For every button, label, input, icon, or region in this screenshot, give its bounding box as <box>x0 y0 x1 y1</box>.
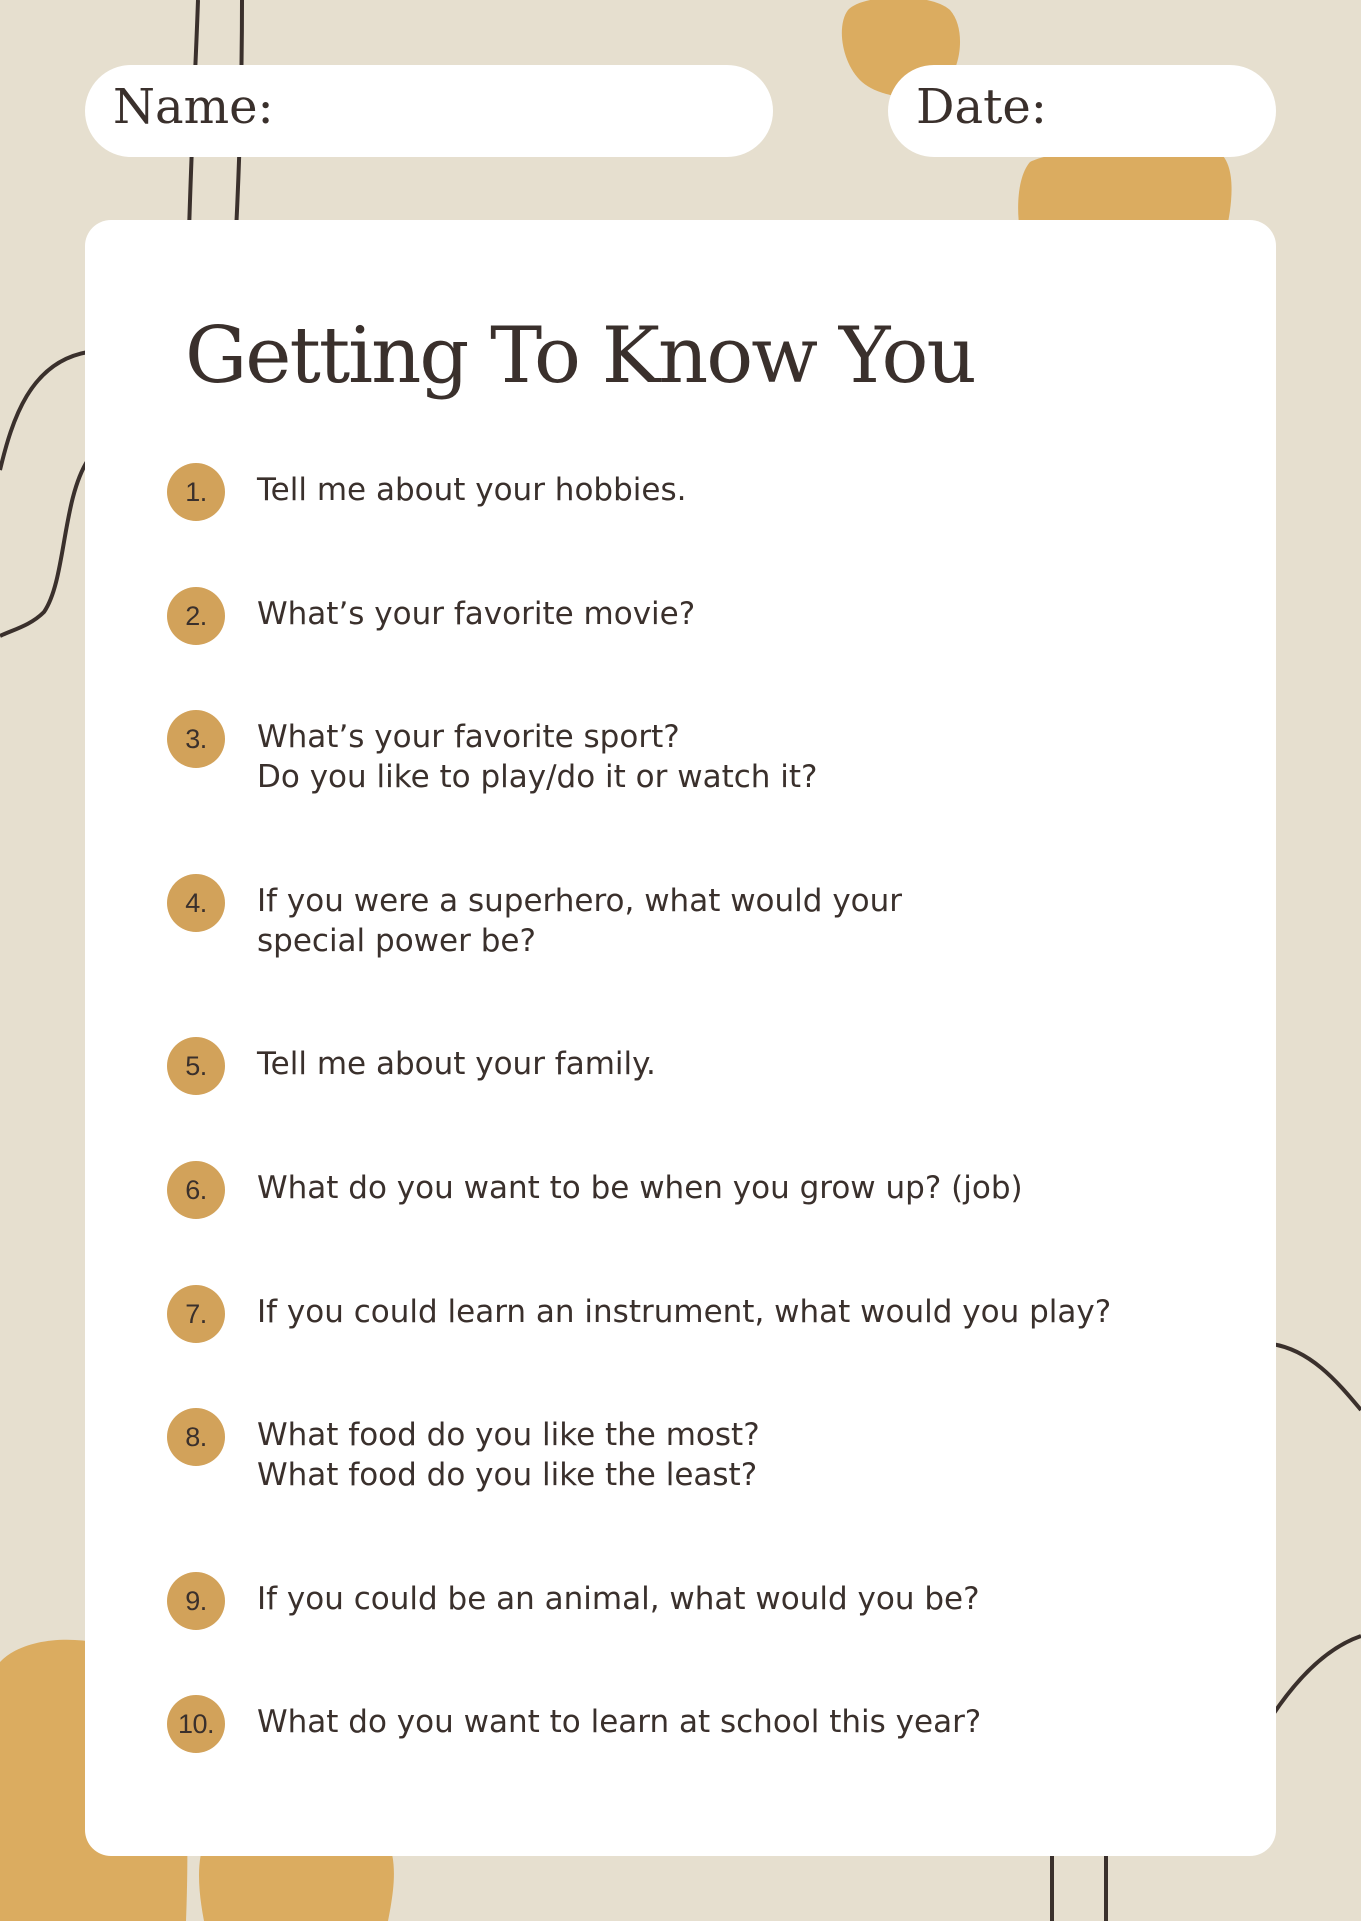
date-label: Date: <box>916 79 1047 135</box>
question-text: What do you want to learn at school this year? <box>257 1704 982 1740</box>
date-field[interactable] <box>888 65 1276 157</box>
question-text: Tell me about your hobbies. <box>257 472 687 508</box>
left-squiggle-lower <box>0 460 88 636</box>
question-text: What’s your favorite sport? Do you like to play/do it or watch it? <box>257 719 818 795</box>
question-text: What’s your favorite movie? <box>257 596 696 632</box>
question-text: If you were a superhero, what would your special power be? <box>257 883 903 959</box>
page-title: Getting To Know You <box>185 311 975 401</box>
question-number-badge: 9. <box>167 1572 225 1630</box>
question-text: What food do you like the most? What food do you like the least? <box>257 1417 760 1493</box>
question-number-badge: 6. <box>167 1161 225 1219</box>
question-text: Tell me about your family. <box>257 1046 656 1082</box>
question-number-badge: 4. <box>167 874 225 932</box>
right-squiggle <box>1272 1344 1361 1410</box>
question-number-badge: 2. <box>167 587 225 645</box>
question-number-badge: 7. <box>167 1285 225 1343</box>
left-squiggle <box>0 352 88 470</box>
question-number-badge: 5. <box>167 1037 225 1095</box>
name-label: Name: <box>113 79 274 135</box>
question-text: If you could be an animal, what would you be? <box>257 1581 980 1617</box>
name-field[interactable] <box>85 65 773 157</box>
worksheet-card <box>85 220 1276 1856</box>
question-text: If you could learn an instrument, what would you play? <box>257 1294 1112 1330</box>
question-number-badge: 8. <box>167 1408 225 1466</box>
question-text: What do you want to be when you grow up? (job) <box>257 1170 1023 1206</box>
right-blob <box>1018 145 1231 232</box>
question-number-badge: 1. <box>167 463 225 521</box>
right-squiggle-lower <box>1272 1636 1361 1716</box>
question-number-badge: 3. <box>167 710 225 768</box>
question-number-badge: 10. <box>167 1695 225 1753</box>
